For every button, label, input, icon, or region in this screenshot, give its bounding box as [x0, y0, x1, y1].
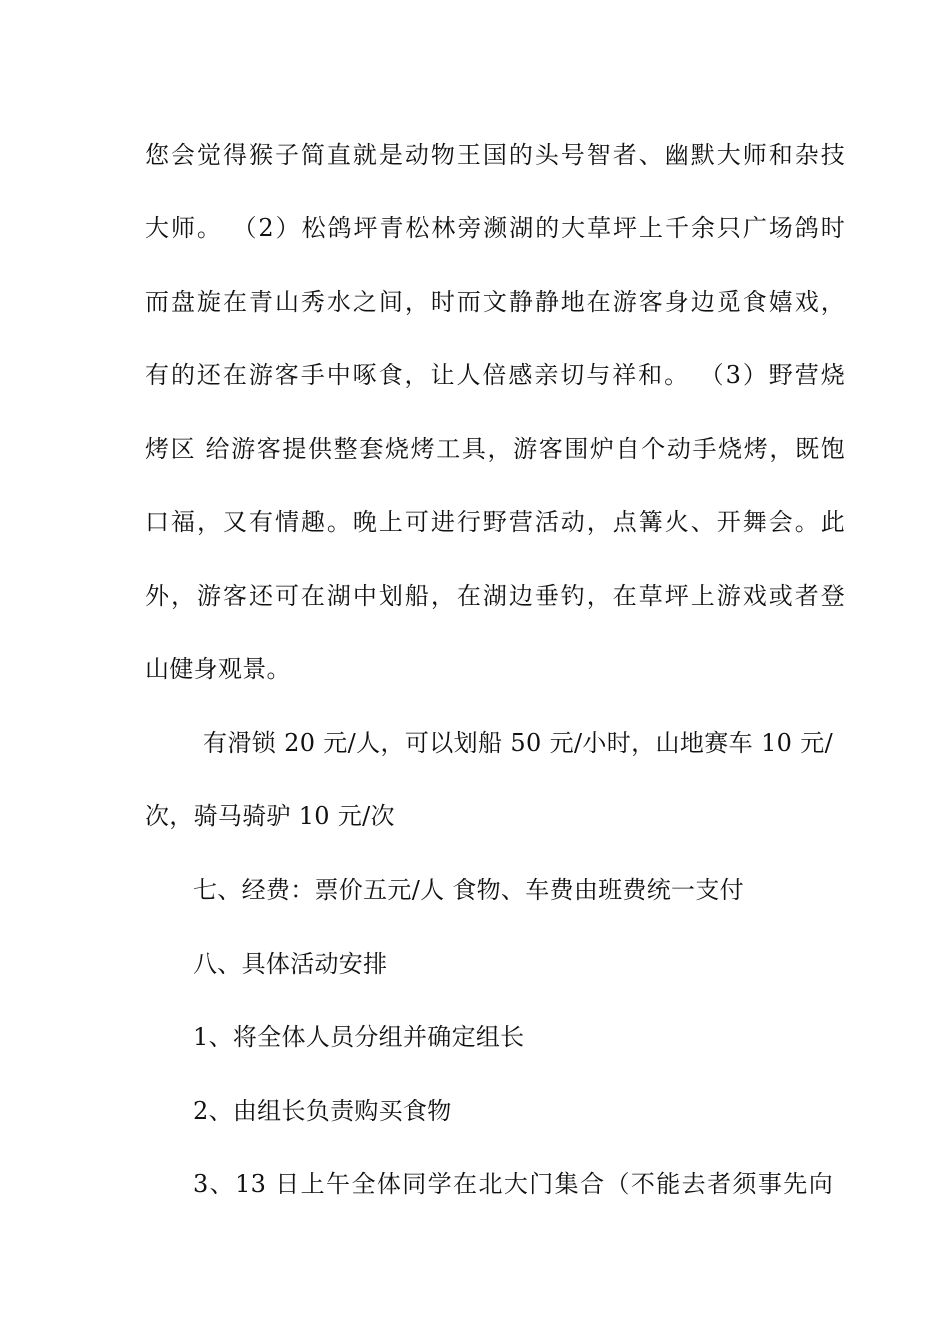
paragraph-1-line-7: 外，游客还可在湖中划船，在湖边垂钓，在草坪上游戏或者登 [145, 582, 845, 610]
paragraph-2-line-2: 次，骑马骑驴 10 元/次 [145, 802, 395, 830]
paragraph-1-line-3: 而盘旋在青山秀水之间，时而文静静地在游客身边觅食嬉戏， [145, 288, 845, 316]
section-8-heading: 八、具体活动安排 [193, 950, 388, 978]
paragraph-1-line-2: 大师。 （2）松鸽坪青松林旁濒湖的大草坪上千余只广场鸽时 [145, 214, 845, 242]
section-7-funding: 七、经费：票价五元/人 食物、车费由班费统一支付 [193, 876, 744, 904]
paragraph-1-line-8: 山健身观景。 [145, 655, 291, 683]
paragraph-2-line-1: 有滑锁 20 元/人，可以划船 50 元/小时，山地赛车 10 元/ [203, 729, 833, 757]
paragraph-1-line-4: 有的还在游客手中啄食，让人倍感亲切与祥和。 （3）野营烧 [145, 361, 845, 389]
paragraph-1-line-6: 口福，又有情趣。晚上可进行野营活动，点篝火、开舞会。此 [145, 508, 845, 536]
list-item-2: 2、由组长负责购买食物 [193, 1097, 452, 1125]
paragraph-1-line-1: 您会觉得猴子简直就是动物王国的头号智者、幽默大师和杂技 [145, 141, 845, 169]
list-item-1: 1、将全体人员分组并确定组长 [193, 1023, 525, 1051]
paragraph-1-line-5: 烤区 给游客提供整套烧烤工具，游客围炉自个动手烧烤，既饱 [145, 435, 845, 463]
list-item-3: 3、13 日上午全体同学在北大门集合（不能去者须事先向 [193, 1170, 833, 1198]
